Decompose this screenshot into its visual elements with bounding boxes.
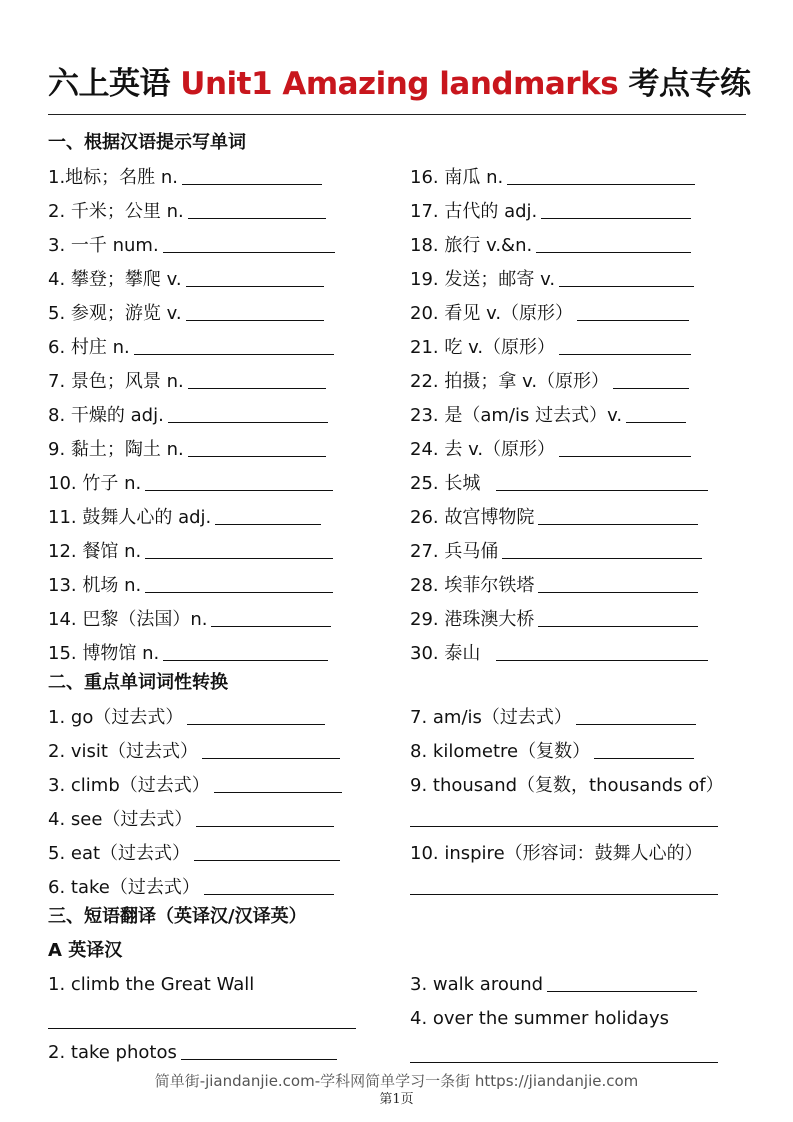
- s1-left-4[interactable]: 4. 攀登；攀爬 v.: [48, 267, 324, 293]
- answer-blank[interactable]: [188, 200, 326, 219]
- s1-left-7[interactable]: 7. 景色；风景 n.: [48, 369, 326, 395]
- answer-blank[interactable]: [496, 642, 708, 661]
- answer-blank[interactable]: [410, 808, 718, 827]
- s1-right-20[interactable]: 20. 看见 v.（原形）: [410, 301, 689, 327]
- s1-right-17[interactable]: 17. 古代的 adj.: [410, 199, 691, 225]
- title-highlight: Unit1 Amazing landmarks: [180, 66, 619, 102]
- s1-left-2[interactable]: 2. 千米；公里 n.: [48, 199, 326, 225]
- answer-blank[interactable]: [188, 370, 326, 389]
- s2-right-7[interactable]: 7. am/is（过去式）: [410, 705, 696, 731]
- answer-blank[interactable]: [145, 540, 333, 559]
- section3-subheading: A 英译汉: [48, 940, 123, 961]
- s1-right-28[interactable]: 28. 埃菲尔铁塔: [410, 573, 698, 599]
- answer-blank[interactable]: [538, 608, 698, 627]
- answer-blank[interactable]: [577, 302, 689, 321]
- s1-right-26[interactable]: 26. 故宫博物院: [410, 505, 698, 531]
- s2-left-4[interactable]: 4. see（过去式）: [48, 807, 334, 833]
- s3-item-2[interactable]: 2. take photos: [48, 1040, 337, 1066]
- answer-blank[interactable]: [576, 706, 696, 725]
- answer-blank[interactable]: [594, 740, 694, 759]
- answer-blank[interactable]: [214, 774, 342, 793]
- answer-blank[interactable]: [134, 336, 334, 355]
- s1-right-22[interactable]: 22. 拍摄；拿 v.（原形）: [410, 369, 689, 395]
- answer-blank[interactable]: [536, 234, 691, 253]
- s1-right-25[interactable]: 25. 长城: [410, 471, 708, 497]
- answer-blank[interactable]: [196, 808, 334, 827]
- answer-blank[interactable]: [186, 268, 324, 287]
- s1-left-13[interactable]: 13. 机场 n.: [48, 573, 333, 599]
- page-number: 第1页: [379, 1092, 414, 1107]
- answer-blank[interactable]: [559, 438, 691, 457]
- answer-blank[interactable]: [410, 876, 718, 895]
- s1-left-1[interactable]: 1.地标；名胜 n.: [48, 165, 322, 191]
- answer-blank[interactable]: [145, 472, 333, 491]
- answer-blank[interactable]: [182, 166, 322, 185]
- s1-left-10[interactable]: 10. 竹子 n.: [48, 471, 333, 497]
- s1-left-15[interactable]: 15. 博物馆 n.: [48, 641, 328, 667]
- footer-watermark: 简单街-jiandanjie.com-学科网简单学习一条街 https://jiandanjie.com: [154, 1072, 639, 1090]
- s1-right-21[interactable]: 21. 吃 v.（原形）: [410, 335, 691, 361]
- answer-blank[interactable]: [626, 404, 686, 423]
- answer-blank[interactable]: [496, 472, 708, 491]
- answer-blank[interactable]: [538, 574, 698, 593]
- s3-item-3[interactable]: 3. walk around: [410, 972, 697, 998]
- s2-left-6[interactable]: 6. take（过去式）: [48, 875, 334, 901]
- answer-blank[interactable]: [168, 404, 328, 423]
- section1-heading: 一、根据汉语提示写单词: [48, 132, 246, 153]
- s2-left-2[interactable]: 2. visit（过去式）: [48, 739, 340, 765]
- answer-blank[interactable]: [502, 540, 702, 559]
- answer-blank[interactable]: [211, 608, 331, 627]
- s1-left-6[interactable]: 6. 村庄 n.: [48, 335, 334, 361]
- s1-left-11[interactable]: 11. 鼓舞人心的 adj.: [48, 505, 321, 531]
- s1-right-27[interactable]: 27. 兵马俑: [410, 539, 702, 565]
- title-prefix: 六上英语: [48, 66, 170, 102]
- answer-blank[interactable]: [215, 506, 321, 525]
- s1-left-8[interactable]: 8. 干燥的 adj.: [48, 403, 328, 429]
- s3-item-1[interactable]: 1. climb the Great Wall: [48, 974, 255, 995]
- s1-left-9[interactable]: 9. 黏土；陶土 n.: [48, 437, 326, 463]
- s2-right-10[interactable]: 10. inspire（形容词：鼓舞人心的）: [410, 843, 703, 864]
- answer-blank[interactable]: [163, 642, 328, 661]
- answer-blank[interactable]: [186, 302, 324, 321]
- s1-right-19[interactable]: 19. 发送；邮寄 v.: [410, 267, 694, 293]
- s1-right-30[interactable]: 30. 泰山: [410, 641, 708, 667]
- answer-blank[interactable]: [410, 1044, 718, 1063]
- s1-right-29[interactable]: 29. 港珠澳大桥: [410, 607, 698, 633]
- answer-blank[interactable]: [188, 438, 326, 457]
- s1-right-18[interactable]: 18. 旅行 v.&n.: [410, 233, 691, 259]
- section2-heading: 二、重点单词词性转换: [48, 672, 228, 693]
- answer-blank[interactable]: [538, 506, 698, 525]
- s1-right-16[interactable]: 16. 南瓜 n.: [410, 165, 695, 191]
- s1-right-24[interactable]: 24. 去 v.（原形）: [410, 437, 691, 463]
- answer-blank[interactable]: [145, 574, 333, 593]
- answer-blank[interactable]: [559, 268, 694, 287]
- s2-right-9[interactable]: 9. thousand（复数，thousands of）: [410, 775, 724, 796]
- s2-left-1[interactable]: 1. go（过去式）: [48, 705, 325, 731]
- answer-blank[interactable]: [541, 200, 691, 219]
- section3-heading: 三、短语翻译（英译汉/汉译英）: [48, 906, 307, 927]
- s1-left-5[interactable]: 5. 参观；游览 v.: [48, 301, 324, 327]
- s2-right-8[interactable]: 8. kilometre（复数）: [410, 739, 694, 765]
- title-suffix: 考点专练: [628, 66, 751, 102]
- s1-left-3[interactable]: 3. 一千 num.: [48, 233, 335, 259]
- answer-blank[interactable]: [181, 1041, 337, 1060]
- answer-blank[interactable]: [204, 876, 334, 895]
- s1-right-23[interactable]: 23. 是（am/is 过去式）v.: [410, 403, 686, 429]
- answer-blank[interactable]: [613, 370, 689, 389]
- s1-left-14[interactable]: 14. 巴黎（法国）n.: [48, 607, 331, 633]
- s1-left-12[interactable]: 12. 餐馆 n.: [48, 539, 333, 565]
- answer-blank[interactable]: [48, 1010, 356, 1029]
- answer-blank[interactable]: [187, 706, 325, 725]
- s2-left-3[interactable]: 3. climb（过去式）: [48, 773, 342, 799]
- answer-blank[interactable]: [163, 234, 335, 253]
- s3-item-4[interactable]: 4. over the summer holidays: [410, 1008, 669, 1029]
- page-title: [48, 58, 751, 106]
- s2-left-5[interactable]: 5. eat（过去式）: [48, 841, 340, 867]
- answer-blank[interactable]: [202, 740, 340, 759]
- answer-blank[interactable]: [547, 973, 697, 992]
- answer-blank[interactable]: [507, 166, 695, 185]
- title-divider: [48, 114, 746, 115]
- answer-blank[interactable]: [194, 842, 340, 861]
- answer-blank[interactable]: [559, 336, 691, 355]
